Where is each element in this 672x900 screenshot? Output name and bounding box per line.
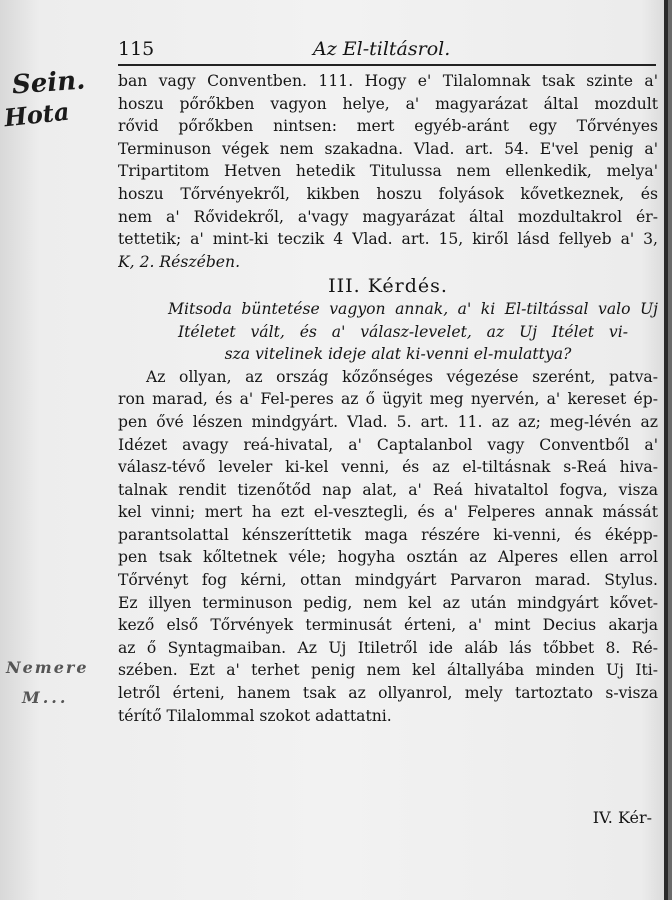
answer-line: pen ővé lészen mindgyárt. Vlad. 5. art. 11. az az; meg-lévén az xyxy=(118,412,658,431)
answer-line: az ő Syntagmaiban. Az Uj Itiletről ide aláb lás tőbbet 8. Ré- xyxy=(118,638,658,657)
text-line: hoszu pőrőkben vagyon helye, a' magyarázat által mozdult xyxy=(118,94,658,113)
running-title: Az El-tiltásrol. xyxy=(313,38,451,60)
text-line: Terminuson végek nem szakadna. Vlad. art. 54. E'vel penig a' xyxy=(118,139,658,158)
text-line: rővid pőrőkben nintsen: mert egyéb-aránt egy Tőrvényes xyxy=(118,117,658,136)
header-rule xyxy=(118,64,656,66)
marginal-note: M... xyxy=(22,688,69,707)
section-heading: III. Kérdés. xyxy=(328,275,448,298)
answer-line: kező első Tőrvények terminusát érteni, a' mint Decius akarja xyxy=(118,616,658,635)
marginal-note: Nemere xyxy=(6,658,89,677)
question-line: Itéletet vált, és a' válasz-levelet, az Uj Itélet vi- xyxy=(178,322,628,341)
page-edge-shadow xyxy=(664,0,668,900)
answer-line: ron marad, és a' Fel-peres az ő ügyit meg nyervén, a' kereset ép- xyxy=(118,390,658,409)
answer-line: talnak rendit tizenőtőd nap alat, a' Reá hivataltol fogva, visza xyxy=(118,480,658,499)
answer-line: parantsolattal kénszeríttetik maga részére ki-venni, és éképp- xyxy=(118,525,658,544)
answer-line: Idézet avagy reá-hivatal, a' Captalanbol vagy Conventből a' xyxy=(118,435,658,454)
answer-line: szében. Ezt a' terhet penig nem kel általlyába minden Uj Iti- xyxy=(118,661,658,680)
page-header xyxy=(118,38,658,64)
catchword: IV. Kér- xyxy=(592,808,652,827)
answer-line: válasz-tévő leveler ki-kel venni, és az el-tiltásnak s-Reá hiva- xyxy=(118,458,658,477)
text-line: nem a' Rővidekről, a'vagy magyarázat által mozdultakrol ér- xyxy=(118,207,658,226)
question-line: Mitsoda büntetése vagyon annak, a' ki El-tiltással valo Uj xyxy=(168,299,658,318)
answer-line: Tőrvényt fog kérni, ottan mindgyárt Parvaron marad. Stylus. xyxy=(118,571,658,590)
answer-line: kel vinni; mert ha ezt el-vesztegli, és a' Felperes annak mássát xyxy=(118,503,658,522)
page-number: 115 xyxy=(118,38,155,60)
text-line: ban vagy Conventben. 111. Hogy e' Tilalomnak tsak szinte a' xyxy=(118,72,658,90)
marginal-note: Sein. xyxy=(11,65,87,101)
text-line: hoszu Tőrvényekről, kikben hoszu folyások kővetkeznek, és xyxy=(118,184,658,203)
marginal-note: Hota xyxy=(2,96,71,133)
answer-line: térítő Tilalommal szokot adattatni. xyxy=(118,706,392,725)
question-line: sza vitelinek ideje alat ki-venni el-mulattya? xyxy=(224,345,572,364)
answer-line: Ez illyen terminuson pedig, nem kel az után mindgyárt kővet- xyxy=(118,593,658,612)
text-line: K, 2. Részében. xyxy=(118,252,241,271)
answer-line: Az ollyan, az ország kőzőnséges végezése szerént, patva- xyxy=(146,367,658,386)
answer-line: letről érteni, hanem tsak az ollyanrol, mely tartoztato s-visza xyxy=(118,684,658,703)
answer-line: pen tsak kőltetnek véle; hogyha osztán az Alperes ellen arrol xyxy=(118,548,658,567)
text-line: tettetik; a' mint-ki teczik 4 Vlad. art. 15, kiről lásd fellyeb a' 3, xyxy=(118,230,658,249)
body-text xyxy=(118,70,658,727)
text-line: Tripartitom Hetven hetedik Titulussa nem ellenkedik, melya' xyxy=(118,162,658,181)
